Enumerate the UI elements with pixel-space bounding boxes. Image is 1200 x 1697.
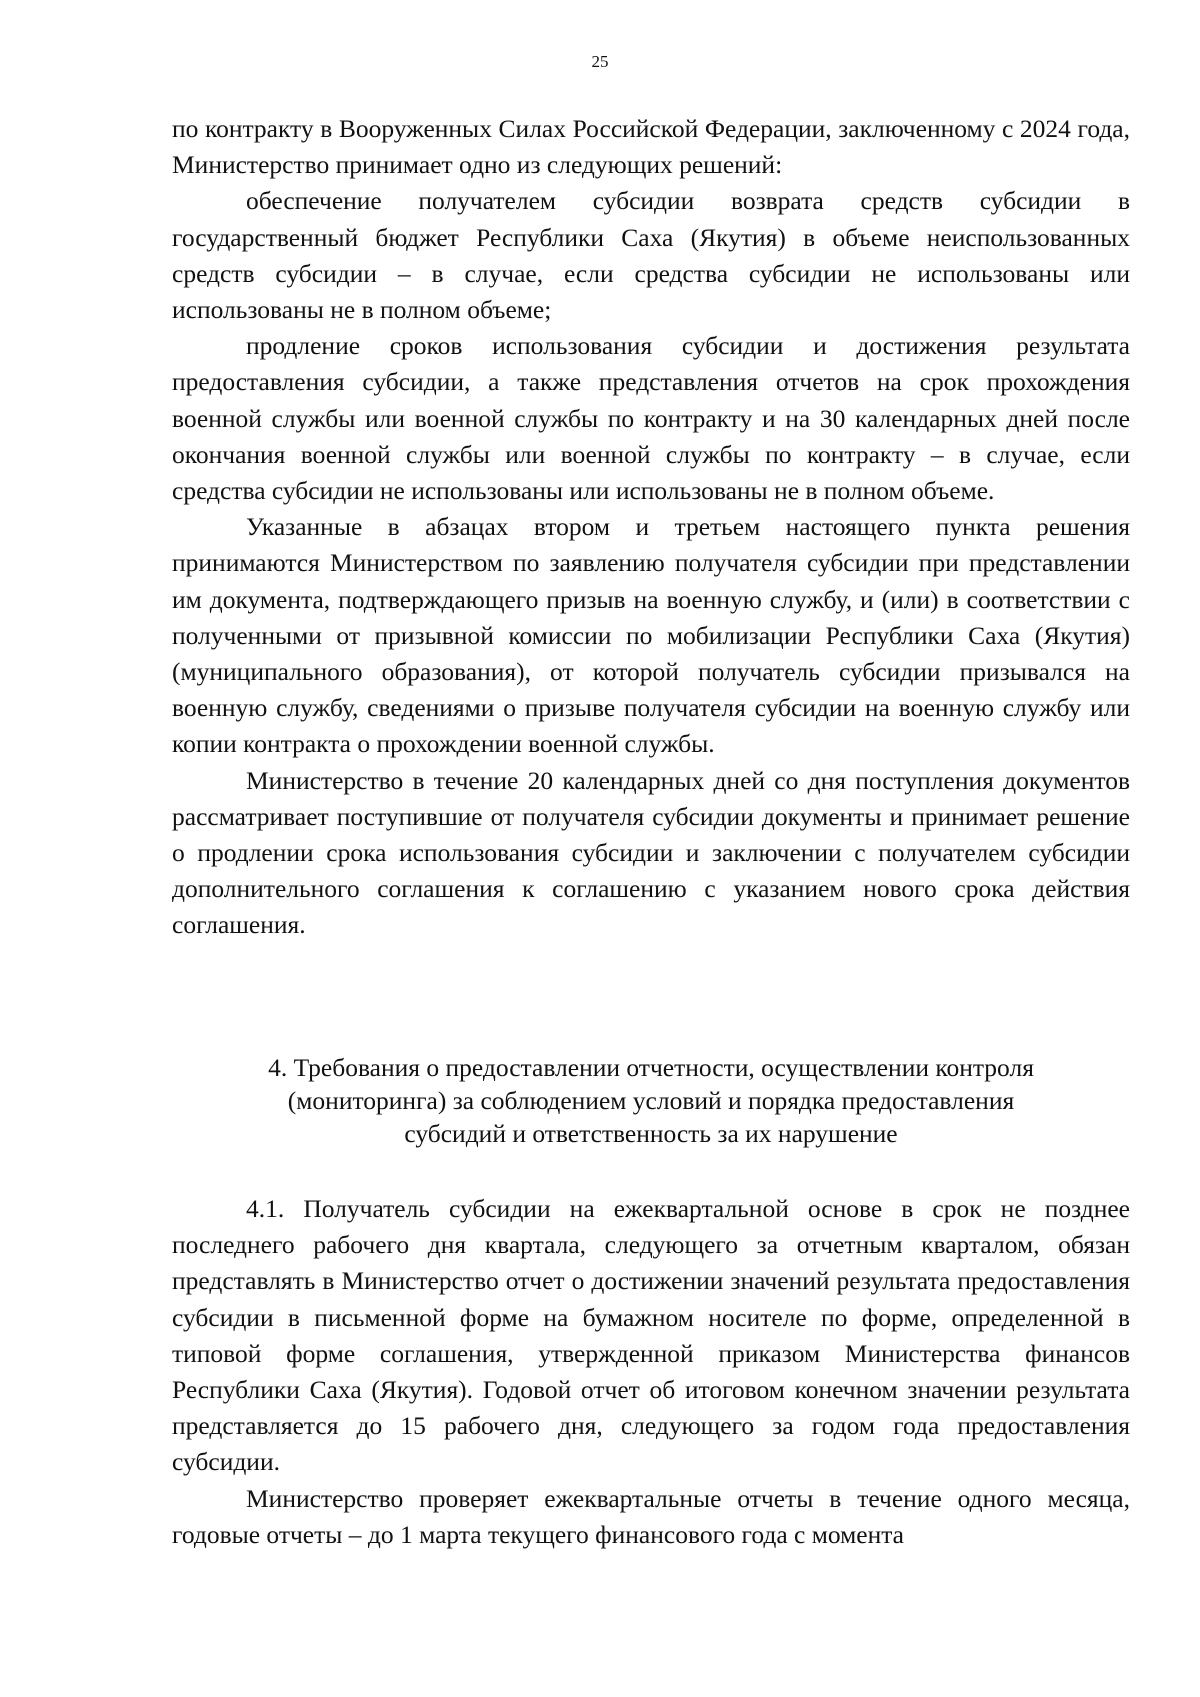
page-number: 25 — [591, 52, 609, 71]
section-heading — [172, 1051, 1130, 1150]
body-text-upper — [172, 111, 1130, 944]
paragraph-decisions-basis: Указанные в абзацах втором и третьем настоящего пункта решения принимаются Министерством по заявлению получателя субсидии при представлении им документа, подтверждающего призыв на военную службу, и (или) в соответствии с полученными от призывной комиссии по мобилизации Республики Саха (Якутия) (муниципального образования), от которой получатель субсидии призывался на военную службу, сведениями о призыве получателя субсидии на военную службу или копии контракта о прохождении военной службы. — [172, 512, 1130, 759]
paragraph-4-1-reporting: 4.1. Получатель субсидии на ежеквартальной основе в срок не позднее последнего рабочего дня квартала, следующего за отчетным кварталом, обязан представлять в Министерство отчет о достижении значений результата предоставления субсидии в письменной форме на бумажном носителе по форме, определенной в типовой форме соглашения, утвержденной приказом Министерства финансов Республики Саха (Якутия). Годовой отчет об итоговом конечном значении результата представляется до 15 рабочего дня, следующего за годом года предоставления субсидии. — [172, 1194, 1130, 1477]
paragraph-report-verification: Министерство проверяет ежеквартальные отчеты в течение одного месяца, годовые отчеты – до 1 марта текущего финансового года с момента — [172, 1483, 1130, 1549]
paragraph-continuation: по контракту в Вооруженных Силах Российской Федерации, заключенному с 2024 года, Министерство принимает одно из следующих решений: — [172, 114, 1130, 180]
paragraph-ministry-review: Министерство в течение 20 календарных дней со дня поступления документов рассматривает поступившие от получателя субсидии документы и принимает решение о продлении срока использования субсидии и заключении с получателем субсидии дополнительного соглашения к соглашению с указанием нового срока действия соглашения. — [172, 765, 1130, 940]
section-heading-line-1: 4. Требования о предоставлении отчетности, осуществлении контроля — [268, 1053, 1034, 1082]
paragraph-extension-terms: продление сроков использования субсидии и достижения результата предоставления субсидии, а также представления отчетов на срок прохождения военной службы или военной службы по контракту и на 30 календарных дней после окончания военной службы или военной службы по контракту – в случае, если средства субсидии не использованы или использованы не в полном объеме. — [172, 331, 1130, 506]
body-text-lower — [172, 1191, 1130, 1553]
section-heading-line-2: (мониторинга) за соблюдением условий и порядка предоставления — [287, 1086, 1015, 1115]
paragraph-return-funds: обеспечение получателем субсидии возврата средств субсидии в государственный бюджет Республики Саха (Якутия) в объеме неиспользованных средств субсидии – в случае, если средства субсидии не использованы или использованы не в полном объеме; — [172, 186, 1130, 325]
section-heading-line-3: субсидий и ответственность за их нарушение — [404, 1119, 898, 1148]
